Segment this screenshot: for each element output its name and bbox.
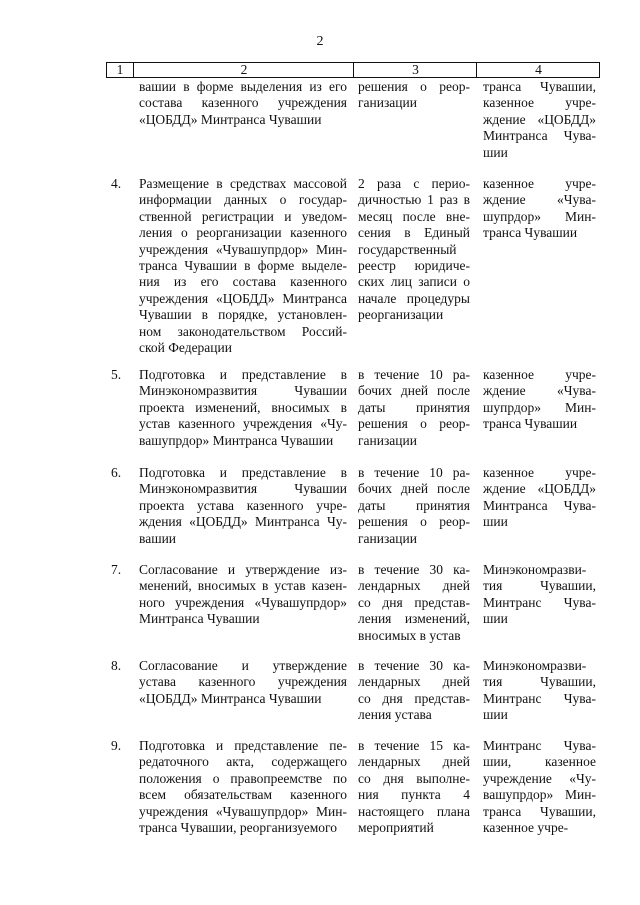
text-line: ждение «ЦОБДД»	[483, 111, 596, 127]
text-line: всем обязательствам казенного	[139, 787, 347, 803]
header-col-2: 2	[133, 63, 354, 77]
header-col-4: 4	[476, 63, 600, 77]
text-line: ния пункта 4	[358, 787, 470, 803]
text-line: Минэкономразвития Чувашии	[139, 383, 347, 399]
text-line: проекта изменений, вносимых в	[139, 399, 347, 415]
text-line: месяц после вне-	[358, 208, 470, 224]
header-col-1: 1	[116, 62, 124, 77]
row-activity-cell	[139, 367, 347, 449]
text-line: ганизации	[358, 432, 417, 448]
text-line: вносимых в устав	[358, 627, 461, 643]
text-line: шупрдор» Мин-	[483, 399, 596, 415]
text-line: государственный	[358, 241, 457, 257]
text-line: тия Чувашии,	[483, 578, 596, 594]
text-line: ления устава	[358, 707, 432, 723]
text-line: ного учреждения «Чувашупрдор»	[139, 594, 347, 610]
text-line: ждения «ЦОБДД» Минтранса Чу-	[139, 514, 347, 530]
text-line: «ЦОБДД» Минтранса Чувашии	[139, 111, 322, 127]
text-line: вашупрдор» Мин-	[483, 787, 596, 803]
text-line: транса Чувашии	[483, 416, 578, 432]
text-line: решения о реор-	[358, 79, 470, 94]
row-number: 7.	[111, 562, 122, 577]
text-line: «ЦОБДД» Минтранса Чувашии	[139, 690, 322, 706]
text-line: редаточного акта, содержащего	[139, 754, 347, 770]
text-line: в течение 30 ка-	[358, 562, 470, 577]
row-responsible-cell	[483, 562, 596, 628]
text-line: учреждения «Чувашупрдор» Мин-	[139, 803, 347, 819]
text-line: Подготовка и представление в	[139, 465, 347, 480]
text-line: Минтранс Чува-	[483, 738, 596, 753]
text-line: реорганизации	[358, 307, 444, 323]
text-line: лендарных дней	[358, 674, 470, 690]
text-line: транса Чувашии,	[483, 803, 596, 819]
text-line: со дня представ-	[358, 690, 470, 706]
row-activity-cell	[139, 176, 347, 356]
text-line: ганизации	[358, 95, 417, 111]
row-responsible-cell	[483, 176, 596, 242]
text-line: казенное учре-	[483, 95, 596, 111]
text-line: Минтранса Чува-	[483, 497, 596, 513]
text-line: ния из его состава казенного	[139, 274, 347, 290]
text-line: Чувашии в порядке, установлен-	[139, 307, 347, 323]
row-deadline-cell	[358, 658, 470, 724]
row-number: 8.	[111, 658, 122, 673]
row-deadline-cell	[358, 562, 470, 644]
text-line: шии	[483, 144, 508, 160]
text-line: ской Федерации	[139, 340, 232, 356]
text-line: казенное учре-	[483, 176, 596, 191]
row-number: 6.	[111, 465, 122, 480]
text-line: бочих дней после	[358, 481, 470, 497]
text-line: казенное учре-	[483, 820, 569, 836]
text-line: Согласование и утверждение из-	[139, 562, 347, 577]
text-line: казенное учре-	[483, 367, 596, 382]
text-line: Минэкономразвития Чувашии	[139, 481, 347, 497]
text-line: вашупрдор» Минтранса Чувашии	[139, 432, 334, 448]
header-col-3: 3	[353, 63, 477, 77]
row-responsible-cell	[483, 465, 596, 531]
text-line: ждение «Чува-	[483, 192, 596, 208]
row-number: 9.	[111, 738, 122, 753]
text-line: в течение 10 ра-	[358, 367, 470, 382]
row-activity-cell	[139, 465, 347, 547]
text-line: Размещение в средствах массовой	[139, 176, 347, 191]
text-line: ганизации	[358, 530, 417, 546]
text-line: шии	[483, 514, 508, 530]
text-line: шии	[483, 611, 508, 627]
text-line: Согласование и утверждение	[139, 658, 347, 673]
row-responsible-cell	[483, 658, 596, 724]
text-line: ских лиц записи о	[358, 274, 470, 290]
text-line: настоящего плана	[358, 803, 470, 819]
text-line: вашии в форме выделения из его	[139, 79, 347, 94]
row-responsible-cell	[483, 79, 596, 161]
text-line: дичностью 1 раз в	[358, 192, 470, 208]
text-line: Подготовка и представление пе-	[139, 738, 347, 753]
text-line: лендарных дней	[358, 578, 470, 594]
row-activity-cell	[139, 79, 347, 128]
text-line: учреждения «ЦОБДД» Минтранса	[139, 290, 347, 306]
row-deadline-cell	[358, 79, 470, 112]
text-line: реестр юридиче-	[358, 258, 470, 274]
row-deadline-cell	[358, 465, 470, 547]
text-line: транса Чувашии,	[483, 79, 596, 94]
text-line: учреждение «Чу-	[483, 770, 596, 786]
text-line: транса Чувашии, реорганизуемого	[139, 820, 337, 836]
text-line: решения о реор-	[358, 514, 470, 530]
text-line: ления о реорганизации казенного	[139, 225, 347, 241]
row-number: 5.	[111, 367, 122, 382]
text-line: в течение 10 ра-	[358, 465, 470, 480]
text-line: Минтранса Чува-	[483, 128, 596, 144]
text-line: решения о реор-	[358, 416, 470, 432]
text-line: начале процедуры	[358, 290, 470, 306]
text-line: транса Чувашии в форме выделе-	[139, 258, 347, 274]
text-line: сения в Единый	[358, 225, 470, 241]
text-line: учреждения «Чувашупрдор» Мин-	[139, 241, 347, 257]
text-line: в течение 15 ка-	[358, 738, 470, 753]
text-line: тия Чувашии,	[483, 674, 596, 690]
text-line: 2 раза с перио-	[358, 176, 470, 191]
text-line: ления изменений,	[358, 611, 470, 627]
text-line: лендарных дней	[358, 754, 470, 770]
row-responsible-cell	[483, 738, 596, 836]
text-line: положения о правопреемстве по	[139, 770, 347, 786]
text-line: ном законодательством Россий-	[139, 323, 347, 339]
text-line: Подготовка и представление в	[139, 367, 347, 382]
text-line: проекта устава казенного учре-	[139, 497, 347, 513]
row-number: 4.	[111, 176, 122, 191]
text-line: шупрдор» Мин-	[483, 208, 596, 224]
table-column-header	[106, 62, 600, 78]
text-line: Минтранс Чува-	[483, 690, 596, 706]
row-activity-cell	[139, 738, 347, 836]
text-line: ственной регистрации и уведом-	[139, 208, 347, 224]
text-line: шии, казенное	[483, 754, 596, 770]
row-deadline-cell	[358, 176, 470, 324]
text-line: менений, вносимых в устав казен-	[139, 578, 347, 594]
text-line: мероприятий	[358, 820, 434, 836]
text-line: состава казенного учреждения	[139, 95, 347, 111]
text-line: устав казенного учреждения «Чу-	[139, 416, 347, 432]
text-line: устава казенного учреждения	[139, 674, 347, 690]
text-line: со дня представ-	[358, 594, 470, 610]
text-line: Минтранса Чувашии	[139, 611, 260, 627]
text-line: со дня выполне-	[358, 770, 470, 786]
row-responsible-cell	[483, 367, 596, 433]
text-line: ждение «ЦОБДД»	[483, 481, 596, 497]
text-line: бочих дней после	[358, 383, 470, 399]
text-line: в течение 30 ка-	[358, 658, 470, 673]
text-line: Минтранс Чува-	[483, 594, 596, 610]
text-line: транса Чувашии	[483, 225, 578, 241]
text-line: даты принятия	[358, 497, 470, 513]
text-line: Минэкономразви-	[483, 658, 587, 673]
page-number: 2	[316, 34, 324, 49]
row-activity-cell	[139, 562, 347, 628]
text-line: ждение «Чува-	[483, 383, 596, 399]
row-deadline-cell	[358, 367, 470, 449]
row-deadline-cell	[358, 738, 470, 836]
text-line: вашии	[139, 530, 177, 546]
text-line: шии	[483, 707, 508, 723]
text-line: информации данных о государ-	[139, 192, 347, 208]
text-line: казенное учре-	[483, 465, 596, 480]
text-line: Минэкономразви-	[483, 562, 587, 577]
text-line: даты принятия	[358, 399, 470, 415]
row-activity-cell	[139, 658, 347, 707]
